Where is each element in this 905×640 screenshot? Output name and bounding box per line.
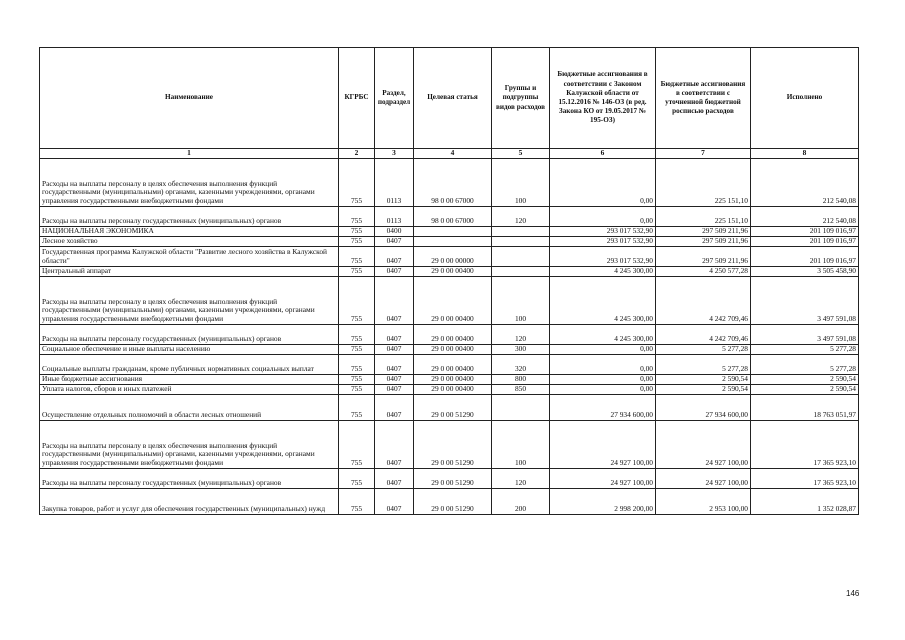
row-law-allocation: 4 245 300,00 [550,325,656,345]
row-law-allocation: 293 017 532,90 [550,227,656,237]
column-number: 7 [656,149,751,159]
row-law-allocation: 4 245 300,00 [550,277,656,325]
row-refined-allocation: 297 509 211,96 [656,227,751,237]
row-kgrbs: 755 [339,227,375,237]
row-kgrbs: 755 [339,207,375,227]
header-target-article: Целевая статья [414,48,492,149]
row-executed: 201 109 016,97 [751,247,859,267]
row-refined-allocation: 297 509 211,96 [656,237,751,247]
row-executed: 17 365 923,10 [751,469,859,489]
row-refined-allocation: 24 927 100,00 [656,469,751,489]
table-row [40,267,859,277]
row-name: Лесное хозяйство [40,237,339,247]
row-expense-group [492,267,550,277]
row-refined-allocation: 2 590,54 [656,385,751,395]
row-kgrbs: 755 [339,395,375,421]
table-row [40,227,859,237]
row-name: Осуществление отдельных полномочий в области лесных отношений [40,395,339,421]
row-law-allocation: 0,00 [550,355,656,375]
row-name: Уплата налогов, сборов и иных платежей [40,385,339,395]
row-expense-group: 100 [492,159,550,207]
table-row [40,385,859,395]
row-refined-allocation: 2 953 100,00 [656,489,751,515]
row-executed: 2 590,54 [751,385,859,395]
row-kgrbs: 755 [339,345,375,355]
row-target-article: 29 0 00 00400 [414,345,492,355]
row-expense-group: 320 [492,355,550,375]
row-executed: 1 352 028,87 [751,489,859,515]
column-number: 5 [492,149,550,159]
row-expense-group: 120 [492,207,550,227]
row-refined-allocation: 27 934 600,00 [656,395,751,421]
table-row [40,159,859,207]
row-section: 0113 [375,207,414,227]
row-law-allocation: 0,00 [550,207,656,227]
column-number: 1 [40,149,339,159]
row-law-allocation: 293 017 532,90 [550,237,656,247]
row-law-allocation: 0,00 [550,345,656,355]
row-refined-allocation: 225 151,10 [656,207,751,227]
row-kgrbs: 755 [339,247,375,267]
table-body [40,159,859,515]
row-kgrbs: 755 [339,355,375,375]
row-refined-allocation: 297 509 211,96 [656,247,751,267]
row-name: Расходы на выплаты персоналу государственных (муниципальных) органов [40,469,339,489]
row-law-allocation: 0,00 [550,159,656,207]
table-header-row [40,48,859,149]
table-row [40,277,859,325]
row-name: Расходы на выплаты персоналу в целях обеспечения выполнения функций государственными (муниципальными) органами, казенными учреждениями, органами управления государственными внебюджетными фондами [40,159,339,207]
row-law-allocation: 24 927 100,00 [550,469,656,489]
row-section: 0407 [375,385,414,395]
row-name: Расходы на выплаты персоналу государственных (муниципальных) органов [40,207,339,227]
row-executed: 201 109 016,97 [751,227,859,237]
row-target-article [414,227,492,237]
row-expense-group [492,227,550,237]
table-row [40,375,859,385]
row-section: 0113 [375,159,414,207]
row-name: Закупка товаров, работ и услуг для обеспечения государственных (муниципальных) нужд [40,489,339,515]
row-kgrbs: 755 [339,237,375,247]
row-kgrbs: 755 [339,385,375,395]
row-name: Расходы на выплаты персоналу в целях обеспечения выполнения функций государственными (муниципальными) органами, казенными учреждениями, органами управления государственными внебюджетными фондами [40,421,339,469]
column-number: 3 [375,149,414,159]
page-number: 146 [846,589,860,598]
row-executed: 2 590,54 [751,375,859,385]
row-section: 0407 [375,355,414,375]
row-executed: 3 505 458,90 [751,267,859,277]
row-refined-allocation: 24 927 100,00 [656,421,751,469]
row-name: Расходы на выплаты персоналу государственных (муниципальных) органов [40,325,339,345]
row-name: Центральный аппарат [40,267,339,277]
row-executed: 17 365 923,10 [751,421,859,469]
row-executed: 3 497 591,08 [751,277,859,325]
row-target-article: 29 0 00 00400 [414,375,492,385]
row-expense-group [492,247,550,267]
row-target-article: 29 0 00 51290 [414,469,492,489]
row-section: 0407 [375,277,414,325]
row-section: 0400 [375,227,414,237]
column-number: 2 [339,149,375,159]
row-refined-allocation: 4 242 709,46 [656,277,751,325]
row-target-article [414,237,492,247]
row-expense-group: 120 [492,469,550,489]
row-kgrbs: 755 [339,469,375,489]
table-row [40,247,859,267]
row-section: 0407 [375,247,414,267]
table-row [40,395,859,421]
row-section: 0407 [375,375,414,385]
row-expense-group: 800 [492,375,550,385]
table-row [40,325,859,345]
table-row [40,345,859,355]
row-executed: 18 763 051,97 [751,395,859,421]
row-expense-group [492,237,550,247]
row-refined-allocation: 2 590,54 [656,375,751,385]
row-section: 0407 [375,421,414,469]
row-target-article: 29 0 00 00400 [414,267,492,277]
row-target-article: 29 0 00 00400 [414,325,492,345]
row-section: 0407 [375,237,414,247]
row-executed: 212 540,08 [751,159,859,207]
row-law-allocation: 27 934 600,00 [550,395,656,421]
row-kgrbs: 755 [339,159,375,207]
row-refined-allocation: 4 250 577,28 [656,267,751,277]
row-kgrbs: 755 [339,277,375,325]
header-section: Раздел, подраздел [375,48,414,149]
header-refined-allocations: Бюджетные ассигнования в соответствии с уточненной бюджетной росписью расходов [656,48,751,149]
row-law-allocation: 24 927 100,00 [550,421,656,469]
header-name: Наименование [40,48,339,149]
row-executed: 201 109 016,97 [751,237,859,247]
row-target-article: 29 0 00 51290 [414,395,492,421]
table-row [40,355,859,375]
row-law-allocation: 2 998 200,00 [550,489,656,515]
row-target-article: 29 0 00 00000 [414,247,492,267]
row-section: 0407 [375,325,414,345]
row-section: 0407 [375,395,414,421]
row-executed: 5 277,28 [751,345,859,355]
row-name: Социальное обеспечение и иные выплаты населению [40,345,339,355]
row-name: Социальные выплаты гражданам, кроме публичных нормативных социальных выплат [40,355,339,375]
header-expense-group: Группы и подгруппы видов расходов [492,48,550,149]
budget-table-sheet [39,47,858,515]
row-executed: 3 497 591,08 [751,325,859,345]
row-name: Государственная программа Калужской области "Развитие лесного хозяйства в Калужской области" [40,247,339,267]
row-name: НАЦИОНАЛЬНАЯ ЭКОНОМИКА [40,227,339,237]
row-law-allocation: 4 245 300,00 [550,267,656,277]
row-kgrbs: 755 [339,489,375,515]
row-kgrbs: 755 [339,421,375,469]
budget-table [39,47,859,515]
row-name: Расходы на выплаты персоналу в целях обеспечения выполнения функций государственными (муниципальными) органами, казенными учреждениями, органами управления государственными внебюджетными фондами [40,277,339,325]
row-refined-allocation: 225 151,10 [656,159,751,207]
row-expense-group: 300 [492,345,550,355]
header-executed: Исполнено [751,48,859,149]
row-expense-group: 120 [492,325,550,345]
row-section: 0407 [375,489,414,515]
header-kgrbs: КГРБС [339,48,375,149]
row-expense-group: 100 [492,421,550,469]
row-section: 0407 [375,469,414,489]
row-expense-group [492,395,550,421]
row-name: Иные бюджетные ассигнования [40,375,339,385]
row-target-article: 29 0 00 51290 [414,489,492,515]
row-executed: 212 540,08 [751,207,859,227]
table-row [40,421,859,469]
column-number: 8 [751,149,859,159]
row-target-article: 29 0 00 00400 [414,355,492,375]
row-kgrbs: 755 [339,375,375,385]
header-law-allocations: Бюджетные ассигнования в соответствии с Законом Калужской области от 15.12.2016 № 146-ОЗ (в ред. Закона КО от 19.05.2017 № 195-ОЗ) [550,48,656,149]
row-section: 0407 [375,345,414,355]
row-expense-group: 850 [492,385,550,395]
row-target-article: 29 0 00 00400 [414,385,492,395]
row-target-article: 29 0 00 51290 [414,421,492,469]
row-law-allocation: 0,00 [550,385,656,395]
row-section: 0407 [375,267,414,277]
row-law-allocation: 0,00 [550,375,656,385]
row-kgrbs: 755 [339,325,375,345]
row-refined-allocation: 5 277,28 [656,355,751,375]
table-row [40,489,859,515]
table-row [40,237,859,247]
row-law-allocation: 293 017 532,90 [550,247,656,267]
column-number-row [40,149,859,159]
row-executed: 5 277,28 [751,355,859,375]
row-expense-group: 200 [492,489,550,515]
table-row [40,207,859,227]
row-expense-group: 100 [492,277,550,325]
row-target-article: 98 0 00 67000 [414,207,492,227]
row-target-article: 98 0 00 67000 [414,159,492,207]
table-row [40,469,859,489]
row-target-article: 29 0 00 00400 [414,277,492,325]
row-refined-allocation: 4 242 709,46 [656,325,751,345]
row-kgrbs: 755 [339,267,375,277]
column-number: 6 [550,149,656,159]
column-number: 4 [414,149,492,159]
row-refined-allocation: 5 277,28 [656,345,751,355]
